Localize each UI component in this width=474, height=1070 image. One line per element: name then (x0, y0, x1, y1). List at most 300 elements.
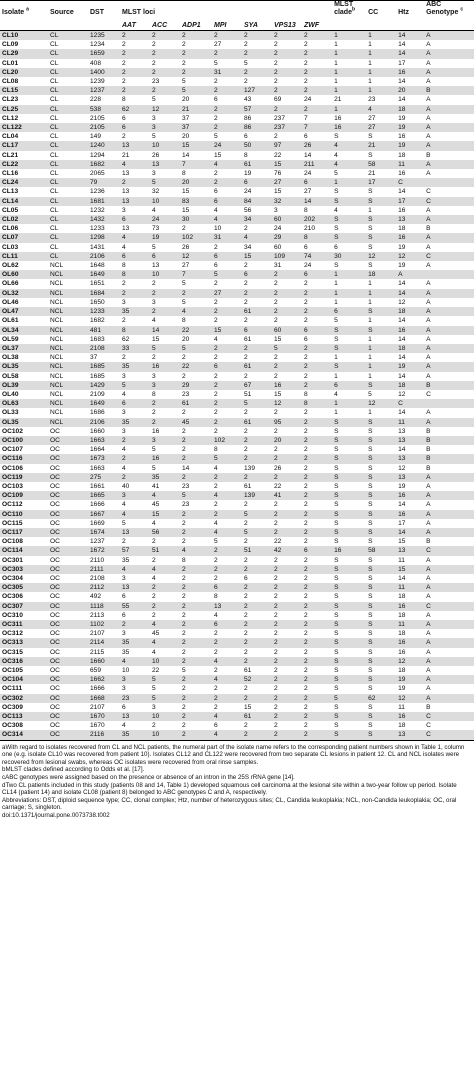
isolate-cell: CL22 (0, 160, 48, 169)
table-cell: 15 (272, 160, 302, 169)
table-cell: B (426, 225, 431, 233)
table-cell: 5 (152, 133, 156, 141)
table-cell: 2109 (90, 390, 105, 398)
table-cell: 13 (150, 160, 180, 169)
table-cell: S (334, 188, 339, 196)
table-cell: 21 (366, 141, 396, 150)
table-cell: 2 (302, 289, 332, 298)
table-cell: 52 (242, 675, 272, 684)
table-cell: 1661 (90, 482, 105, 490)
table-row (0, 454, 474, 463)
table-cell: OC (50, 538, 60, 546)
table-cell: 2 (122, 41, 126, 49)
table-cell: 5 (272, 344, 302, 353)
table-cell: A (424, 141, 474, 150)
table-cell: 1118 (88, 602, 120, 611)
table-cell: 27 (368, 114, 376, 122)
isolate-cell: CL23 (2, 96, 19, 104)
table-cell: 26 (274, 464, 282, 472)
table-cell: 1685 (88, 362, 120, 371)
table-row (0, 114, 474, 123)
isolate-cell: OC115 (2, 519, 23, 527)
table-cell: 2 (304, 482, 308, 490)
table-cell: 2 (302, 675, 332, 684)
table-cell: 2 (242, 454, 272, 463)
table-cell: 2 (180, 68, 212, 77)
table-cell: NCL (50, 354, 64, 362)
table-cell: OC (48, 583, 88, 592)
isolate-cell: OC302 (0, 694, 48, 703)
table-cell: 17 (366, 178, 396, 187)
table-cell: 61 (242, 362, 272, 371)
table-cell: A (426, 593, 431, 601)
table-cell: 2 (304, 722, 308, 730)
table-cell: A (426, 133, 431, 141)
table-cell: 19 (398, 262, 406, 270)
table-cell: A (426, 262, 431, 270)
table-cell: 1 (334, 41, 338, 49)
table-cell: NCL (48, 362, 88, 371)
table-cell: 2 (274, 298, 278, 306)
table-cell: S (334, 501, 339, 509)
table-cell: 83 (180, 197, 212, 206)
table-cell: 16 (396, 602, 424, 611)
table-cell: 2 (214, 390, 218, 398)
table-cell: 1 (332, 86, 366, 95)
table-cell: 3 (152, 703, 156, 711)
table-cell: S (366, 307, 396, 316)
table-row (0, 427, 474, 436)
table-cell: 19 (150, 233, 180, 242)
table-cell: S (366, 473, 396, 482)
table-cell: 2 (182, 538, 186, 546)
table-cell: 19 (396, 362, 424, 371)
table-cell: A (424, 491, 474, 500)
isolate-cell: OC316 (0, 657, 48, 666)
table-cell: 10 (150, 197, 180, 206)
isolate-cell: OC306 (2, 593, 23, 601)
table-cell: NCL (50, 409, 64, 417)
table-cell: 2 (272, 638, 302, 647)
table-cell: S (334, 611, 339, 619)
table-cell: 6 (214, 96, 218, 104)
table-cell: 22 (274, 151, 282, 159)
table-cell: 27 (304, 188, 312, 196)
table-row (0, 445, 474, 454)
table-cell: S (368, 427, 373, 435)
header-isolate: Isolate $^a$ (0, 1, 48, 18)
table-cell: 30 (180, 215, 212, 224)
table-cell: 2 (242, 31, 272, 41)
table-cell: 4 (120, 160, 150, 169)
table-cell: 5 (180, 344, 212, 353)
table-cell: 62 (122, 335, 130, 343)
table-cell: 3 (122, 685, 126, 693)
table-row (0, 362, 474, 371)
table-cell: 15 (152, 335, 160, 343)
table-cell: 5 (182, 667, 186, 675)
isolate-cell: OC112 (2, 501, 23, 509)
table-cell: 408 (90, 59, 102, 67)
table-cell: 14 (396, 31, 424, 41)
table-cell: 12 (398, 390, 406, 398)
table-row (0, 675, 474, 684)
table-cell: 27 (214, 41, 222, 49)
table-cell: CL (48, 252, 88, 261)
table-cell: 4 (334, 151, 338, 159)
table-cell: CL (48, 197, 88, 206)
table-cell: OC (48, 712, 88, 721)
table-cell: 16 (398, 170, 406, 178)
table-cell: 4 (212, 712, 242, 721)
table-cell: 2 (180, 454, 212, 463)
table-cell: 2 (302, 454, 332, 463)
table-row (0, 151, 474, 160)
table-cell: 1237 (88, 86, 120, 95)
table-cell: 13 (120, 583, 150, 592)
table-cell: 6 (212, 252, 242, 261)
table-row (0, 40, 474, 49)
table-cell: 12 (396, 694, 424, 703)
table-cell: 2 (272, 620, 302, 629)
table-row (0, 482, 474, 491)
table-row (0, 206, 474, 215)
table-cell: OC (48, 675, 88, 684)
table-cell: NCL (50, 317, 64, 325)
table-row (0, 353, 474, 362)
table-cell: 139 (244, 464, 256, 472)
table-cell: OC (48, 510, 88, 519)
table-cell: 2 (214, 243, 218, 251)
table-cell: 1431 (90, 243, 105, 251)
table-cell: 16 (396, 510, 424, 519)
table-cell: OC (50, 630, 60, 638)
table-row (0, 730, 474, 740)
table-cell: 2106 (88, 252, 120, 261)
table-cell: 58 (366, 160, 396, 169)
table-cell: S (368, 538, 373, 546)
isolate-cell: OC301 (2, 556, 23, 564)
table-cell: 3 (122, 574, 126, 582)
table-cell: 14 (398, 574, 406, 582)
table-cell: 1 (366, 289, 396, 298)
table-cell: 2114 (88, 638, 120, 647)
table-cell: 84 (242, 197, 272, 206)
table-cell: 1 (332, 31, 366, 41)
table-cell: 6 (332, 381, 366, 390)
table-cell: 6 (122, 114, 126, 122)
table-row (0, 298, 474, 307)
table-cell: 1 (332, 399, 366, 408)
table-cell: 1 (368, 372, 372, 380)
table-row (0, 381, 474, 390)
table-cell: 56 (244, 206, 252, 214)
table-cell: NCL (50, 390, 64, 398)
table-cell: C (424, 712, 474, 721)
table-cell: 2 (302, 49, 332, 58)
table-cell: S (332, 344, 366, 353)
table-cell: 14 (398, 317, 406, 325)
table-cell: CL (50, 170, 59, 178)
table-cell: 8 (122, 262, 126, 270)
table-cell: C (424, 602, 474, 611)
isolate-cell: OC108 (2, 538, 23, 546)
table-cell: 2 (274, 354, 278, 362)
table-cell: A (424, 528, 474, 537)
table-cell: 2 (122, 78, 126, 86)
table-cell: 2 (274, 41, 278, 49)
table-cell: 37 (182, 114, 190, 122)
table-cell: 2 (180, 473, 212, 482)
table-cell: 10 (122, 667, 130, 675)
table-cell: 2 (274, 556, 278, 564)
table-row (0, 49, 474, 58)
table-cell: 2 (214, 685, 218, 693)
table-cell: 2 (214, 556, 218, 564)
table-cell: 1673 (88, 454, 120, 463)
table-cell: 1235 (88, 31, 120, 41)
table-row (0, 289, 474, 298)
table-cell: 24 (212, 141, 242, 150)
table-cell: A (424, 289, 474, 298)
table-cell: CL (50, 243, 59, 251)
table-cell: S (332, 675, 366, 684)
table-cell: 2 (150, 602, 180, 611)
table-row (0, 224, 474, 233)
table-cell: 19 (398, 114, 406, 122)
header-mlst-clade: MLST clade$^b$ (332, 1, 366, 18)
table-cell: 1 (368, 280, 372, 288)
table-cell: 60 (272, 326, 302, 335)
table-cell: 2 (242, 638, 272, 647)
table-cell: 26 (152, 151, 160, 159)
table-cell: A (424, 307, 474, 316)
table-cell: 26 (182, 243, 190, 251)
table-cell: 2 (302, 694, 332, 703)
table-cell: 2 (120, 436, 150, 445)
table-row (0, 233, 474, 242)
table-row (0, 326, 474, 335)
table-cell: S (334, 446, 339, 454)
table-cell: 2 (212, 105, 242, 114)
footnote: doi:10.1371/journal.pone.0073738.t002 (2, 811, 110, 819)
isolate-cell: CL13 (2, 188, 19, 196)
table-cell: S (334, 722, 339, 730)
table-cell: 2 (212, 473, 242, 482)
table-row (0, 197, 474, 206)
table-cell: S (368, 722, 373, 730)
table-cell: A (424, 326, 474, 335)
table-cell: 23 (182, 501, 190, 509)
table-row (0, 684, 474, 693)
table-cell: 15 (180, 141, 212, 150)
isolate-cell: OC314 (0, 730, 48, 740)
table-cell: 2 (304, 298, 308, 306)
table-cell: A (424, 675, 474, 684)
table-cell: 16 (332, 123, 366, 132)
table-cell: 2 (244, 722, 248, 730)
isolate-cell: CL29 (0, 49, 48, 58)
table-row (0, 565, 474, 574)
table-cell: A (424, 123, 474, 132)
table-cell: 15 (214, 151, 222, 159)
table-cell: A (426, 667, 431, 675)
table-cell: 1 (366, 31, 396, 41)
table-cell: 2 (182, 427, 186, 435)
table-cell: 2 (304, 611, 308, 619)
table-cell: A (426, 611, 431, 619)
table-cell: 2 (180, 528, 212, 537)
table-cell: C (426, 188, 431, 196)
table-cell: OC (48, 473, 88, 482)
table-cell: 2 (274, 574, 278, 582)
table-cell: 2 (272, 528, 302, 537)
table-cell: 2 (212, 565, 242, 574)
table-cell: OC (50, 446, 60, 454)
table-cell: A (426, 519, 431, 527)
table-cell: OC (50, 667, 60, 675)
isolate-cell: CL12 (2, 114, 19, 122)
table-cell: 2 (302, 362, 332, 371)
table-cell: S (332, 565, 366, 574)
isolate-cell: CL17 (0, 141, 48, 150)
table-cell: A (424, 565, 474, 574)
table-cell: 2 (274, 280, 278, 288)
table-cell: 4 (212, 657, 242, 666)
table-cell: B (424, 436, 474, 445)
table-cell: 2 (274, 667, 278, 675)
table-cell: S (332, 620, 366, 629)
table-cell: OC (50, 427, 60, 435)
table-cell: 2 (120, 31, 150, 41)
table-cell: 12 (366, 252, 396, 261)
table-cell: 16 (396, 233, 424, 242)
table-cell: CL (48, 215, 88, 224)
table-cell: 127 (242, 86, 272, 95)
table-cell: S (368, 574, 373, 582)
table-cell: 3 (122, 298, 126, 306)
table-cell: 2 (272, 657, 302, 666)
table-cell: 3 (122, 372, 126, 380)
table-row (0, 537, 474, 546)
table-cell: 10 (150, 657, 180, 666)
table-cell: 5 (368, 390, 372, 398)
table-cell: 20 (396, 86, 424, 95)
table-cell: 45 (180, 418, 212, 427)
table-cell: 2 (182, 446, 186, 454)
table-cell: 2 (150, 289, 180, 298)
table-cell: 6 (122, 611, 126, 619)
table-cell: 2 (212, 418, 242, 427)
table-cell: 2 (244, 262, 248, 270)
table-cell: A (426, 574, 431, 582)
isolate-cell: CL09 (2, 41, 19, 49)
table-cell: 2 (182, 225, 186, 233)
table-cell: 2 (212, 178, 242, 187)
table-cell: 1649 (88, 270, 120, 279)
table-cell: 18 (398, 630, 406, 638)
table-cell: 1670 (88, 712, 120, 721)
table-cell: 5 (182, 280, 186, 288)
isolate-cell: OC109 (0, 491, 48, 500)
table-cell: 2 (152, 538, 156, 546)
table-cell: 2 (302, 68, 332, 77)
table-cell: 11 (398, 556, 405, 564)
table-cell: B (426, 464, 431, 472)
table-cell: 211 (302, 160, 332, 169)
table-cell: 4 (122, 722, 126, 730)
table-cell: 2 (242, 620, 272, 629)
table-cell: 6 (242, 270, 272, 279)
table-cell: 2 (182, 574, 186, 582)
table-cell: 2 (242, 694, 272, 703)
table-cell: 2 (302, 510, 332, 519)
isolate-cell: OL35 (0, 418, 48, 427)
table-cell: 10 (150, 730, 180, 740)
isolate-cell: OC111 (2, 685, 23, 693)
table-cell: 2 (120, 289, 150, 298)
table-cell: 2 (272, 730, 302, 740)
table-cell: 4 (212, 730, 242, 740)
table-cell: 15 (182, 206, 190, 214)
table-cell: 11 (396, 620, 424, 629)
table-cell: 2 (274, 446, 278, 454)
table-cell: S (332, 233, 366, 242)
table-cell: 2 (244, 611, 248, 619)
table-cell: A (424, 49, 474, 58)
table-cell: 1 (368, 354, 372, 362)
isolate-cell: OC107 (2, 446, 23, 454)
table-cell: 2 (302, 418, 332, 427)
table-cell: B (426, 427, 431, 435)
table-row (0, 592, 474, 601)
table-cell: 27 (272, 178, 302, 187)
table-cell: 14 (398, 354, 406, 362)
table-cell: 6 (304, 335, 308, 343)
table-cell: A (426, 409, 431, 417)
table-cell: 2 (272, 289, 302, 298)
table-cell: 15 (274, 390, 282, 398)
table-cell: 6 (212, 583, 242, 592)
table-cell: 5 (214, 59, 218, 67)
table-cell: S (366, 436, 396, 445)
header-locus-sya: SYA (242, 17, 272, 31)
table-cell: 1683 (90, 335, 105, 343)
isolate-cell: CL08 (2, 78, 19, 86)
table-cell: 2 (152, 556, 156, 564)
table-cell: 1667 (88, 510, 120, 519)
table-cell: 2 (242, 565, 272, 574)
table-cell: B (426, 538, 431, 546)
table-cell: 2 (302, 602, 332, 611)
table-cell: NCL (48, 344, 88, 353)
table-row (0, 390, 474, 399)
table-cell: 2 (152, 593, 156, 601)
table-cell: 2 (182, 648, 186, 656)
table-cell: S (368, 262, 373, 270)
isolate-cell: OC102 (2, 427, 23, 435)
table-row (0, 473, 474, 482)
table-cell: 4 (180, 546, 212, 555)
isolate-cell: CL01 (2, 59, 19, 67)
table-cell: 6 (242, 326, 272, 335)
table-cell: 2 (212, 399, 242, 408)
table-cell: 8 (304, 206, 308, 214)
table-row (0, 215, 474, 224)
table-cell: 29 (272, 233, 302, 242)
table-cell: 237 (274, 114, 286, 122)
table-cell: A (426, 206, 431, 214)
